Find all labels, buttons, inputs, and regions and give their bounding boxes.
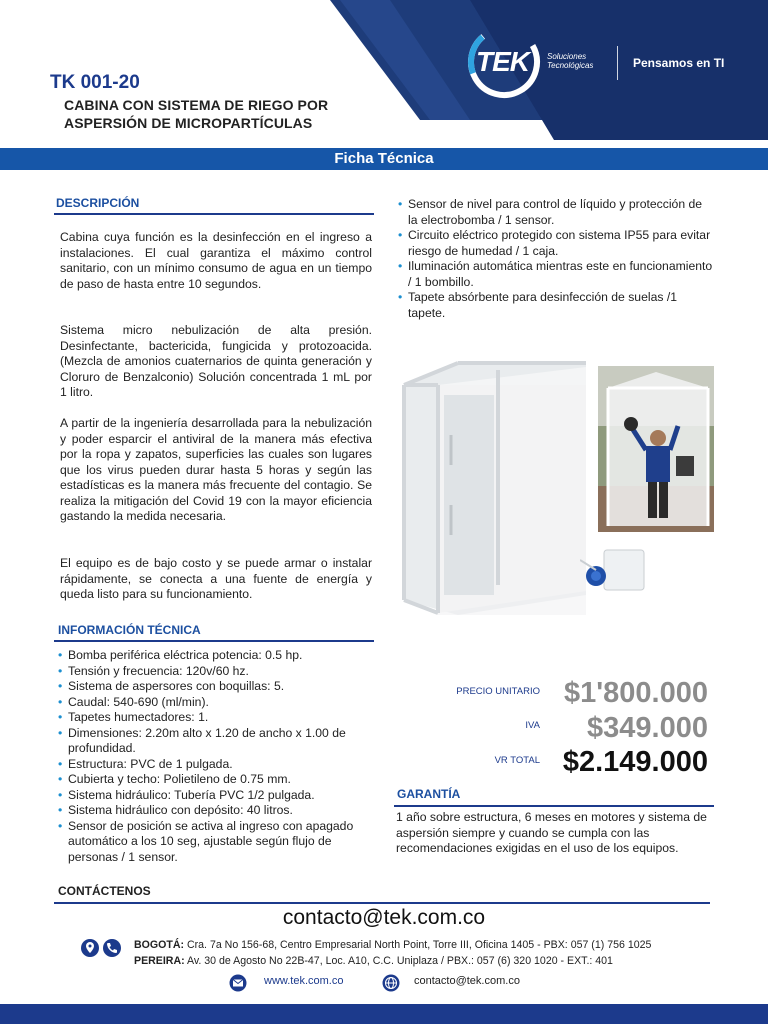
water-tank-photo	[580, 540, 650, 600]
garantia-divider	[394, 805, 714, 807]
cabin-photo	[398, 355, 590, 625]
list-item: • Sensor de posición se activa al ingreso con apagado automático a los 10 seg, ajustable según flujo de personas / 1 sensor.	[58, 819, 376, 866]
list-item: • Caudal: 540-690 (ml/min).	[58, 695, 376, 711]
product-title	[64, 96, 328, 132]
pereira-address: Av. 30 de Agosto No 22B-47, Loc. A10, C.C. Uniplaza / PBX.: 057 (6) 320 1020 - EXT.: 401	[186, 955, 613, 967]
address-bogota	[134, 939, 651, 951]
product-title-line2: ASPERSIÓN DE MICROPARTÍCULAS	[64, 115, 313, 131]
list-item: • Sensor de nivel para control de líquido y protección de la electrobomba / 1 sensor.	[398, 197, 713, 228]
product-code: TK 001-20	[50, 72, 140, 93]
list-item: • Circuito eléctrico protegido con sistema IP55 para evitar riesgo de humedad / 1 caja.	[398, 228, 713, 259]
garantia-text: 1 año sobre estructura, 6 meses en motores y sistema de aspersión siempre y cuando se cumpla con las recomendaciones exigidas en el uso de los equipos.	[396, 810, 707, 855]
descripcion-paragraph-4: El equipo es de bajo costo y se puede armar o instalar rápidamente, se conecta a una fuente de energía y queda listo para su funcionamiento.	[60, 556, 372, 601]
contacto-divider	[54, 902, 710, 904]
address-pereira	[134, 955, 613, 967]
contacto-heading: CONTÁCTENOS	[58, 884, 151, 898]
info-tecnica-list	[58, 648, 376, 865]
unit-price-value: $1'800.000	[564, 677, 708, 709]
list-item: • Bomba periférica eléctrica potencia: 0.5 hp.	[58, 648, 376, 664]
bogota-label: BOGOTÁ:	[134, 939, 185, 951]
features-list	[398, 197, 713, 321]
list-item: • Sistema de aspersores con boquillas: 5.	[58, 679, 376, 695]
person-in-cabin-photo	[598, 366, 714, 532]
logo-sub-line1: Soluciones	[547, 52, 587, 61]
info-tecnica-heading: INFORMACIÓN TÉCNICA	[58, 623, 201, 637]
logo-divider	[617, 46, 618, 80]
location-icon	[80, 938, 100, 958]
list-item: • Sistema hidráulico con depósito: 40 litros.	[58, 803, 376, 819]
contact-email-large[interactable]: contacto@tek.com.co	[282, 906, 486, 929]
list-item: • Dimensiones: 2.20m alto x 1.20 de ancho x 1.00 de profundidad.	[58, 726, 376, 757]
list-item: • Cubierta y techo: Polietileno de 0.75 mm.	[58, 772, 376, 788]
list-item: • Iluminación automática mientras este en funcionamiento / 1 bombillo.	[398, 259, 713, 290]
product-title-line1: CABINA CON SISTEMA DE RIEGO POR	[64, 97, 329, 113]
globe-icon	[382, 974, 400, 992]
email-link[interactable]: contacto@tek.com.co	[414, 975, 520, 987]
list-item: • Tapetes humectadores: 1.	[58, 710, 376, 726]
descripcion-paragraph-1: Cabina cuya función es la desinfección en el ingreso a instalaciones. El cual garantiza el máximo control sanitario, con un mínimo consumo de agua en un tiempo de paso de hasta entre 10 segundos.	[60, 230, 372, 291]
pereira-label: PEREIRA:	[134, 955, 185, 967]
mail-icon	[229, 974, 247, 992]
logo-subtitle	[547, 52, 593, 70]
info-tecnica-divider	[54, 640, 374, 642]
descripcion-paragraph-3: A partir de la ingeniería desarrollada para la nebulización y poder esparcir el antiviral de la manera más efectiva por la ropa y zapatos, superficies las cuales son lugares que los virus pueden durar hasta 5 horas y según las estadísticas es la manera más frecuente del contagio. Se realiza la mitigación del Covid 19 con la mayor eficiencia gastando la medida necesaria.	[60, 416, 372, 523]
logo-text: TEK	[476, 46, 529, 77]
unit-price-label: PRECIO UNITARIO	[456, 686, 540, 697]
iva-label: IVA	[525, 720, 540, 731]
ficha-title: Ficha Técnica	[334, 150, 434, 167]
iva-value: $349.000	[587, 712, 708, 744]
garantia-heading: GARANTÍA	[397, 787, 461, 801]
slogan: Pensamos en TI	[633, 56, 725, 70]
bogota-address: Cra. 7a No 156-68, Centro Empresarial North Point, Torre III, Oficina 1405 - PBX: 057 (1) 756 1025	[186, 939, 652, 951]
list-item: • Tensión y frecuencia: 120v/60 hz.	[58, 664, 376, 680]
list-item: • Tapete absórbente para desinfección de suelas /1 tapete.	[398, 290, 713, 321]
descripcion-heading: DESCRIPCIÓN	[56, 196, 140, 210]
list-item: • Estructura: PVC de 1 pulgada.	[58, 757, 376, 773]
footer-bar	[0, 1004, 768, 1024]
descripcion-paragraph-2: Sistema micro nebulización de alta presión. Desinfectante, bactericida, fungicida y protozoacida. (Mezcla de amonios cuaternarios de quinta generación y Cloruro de Benzalconio) Solución concentrada 1 mL por 1 litro.	[60, 323, 372, 399]
list-item: • Sistema hidráulico: Tubería PVC 1/2 pulgada.	[58, 788, 376, 804]
total-value: $2.149.000	[562, 746, 708, 778]
logo-sub-line2: Tecnológicas	[547, 61, 594, 70]
phone-icon	[102, 938, 122, 958]
total-label: VR TOTAL	[494, 755, 540, 766]
website-link[interactable]: www.tek.com.co	[264, 975, 344, 987]
descripcion-divider	[54, 213, 374, 215]
